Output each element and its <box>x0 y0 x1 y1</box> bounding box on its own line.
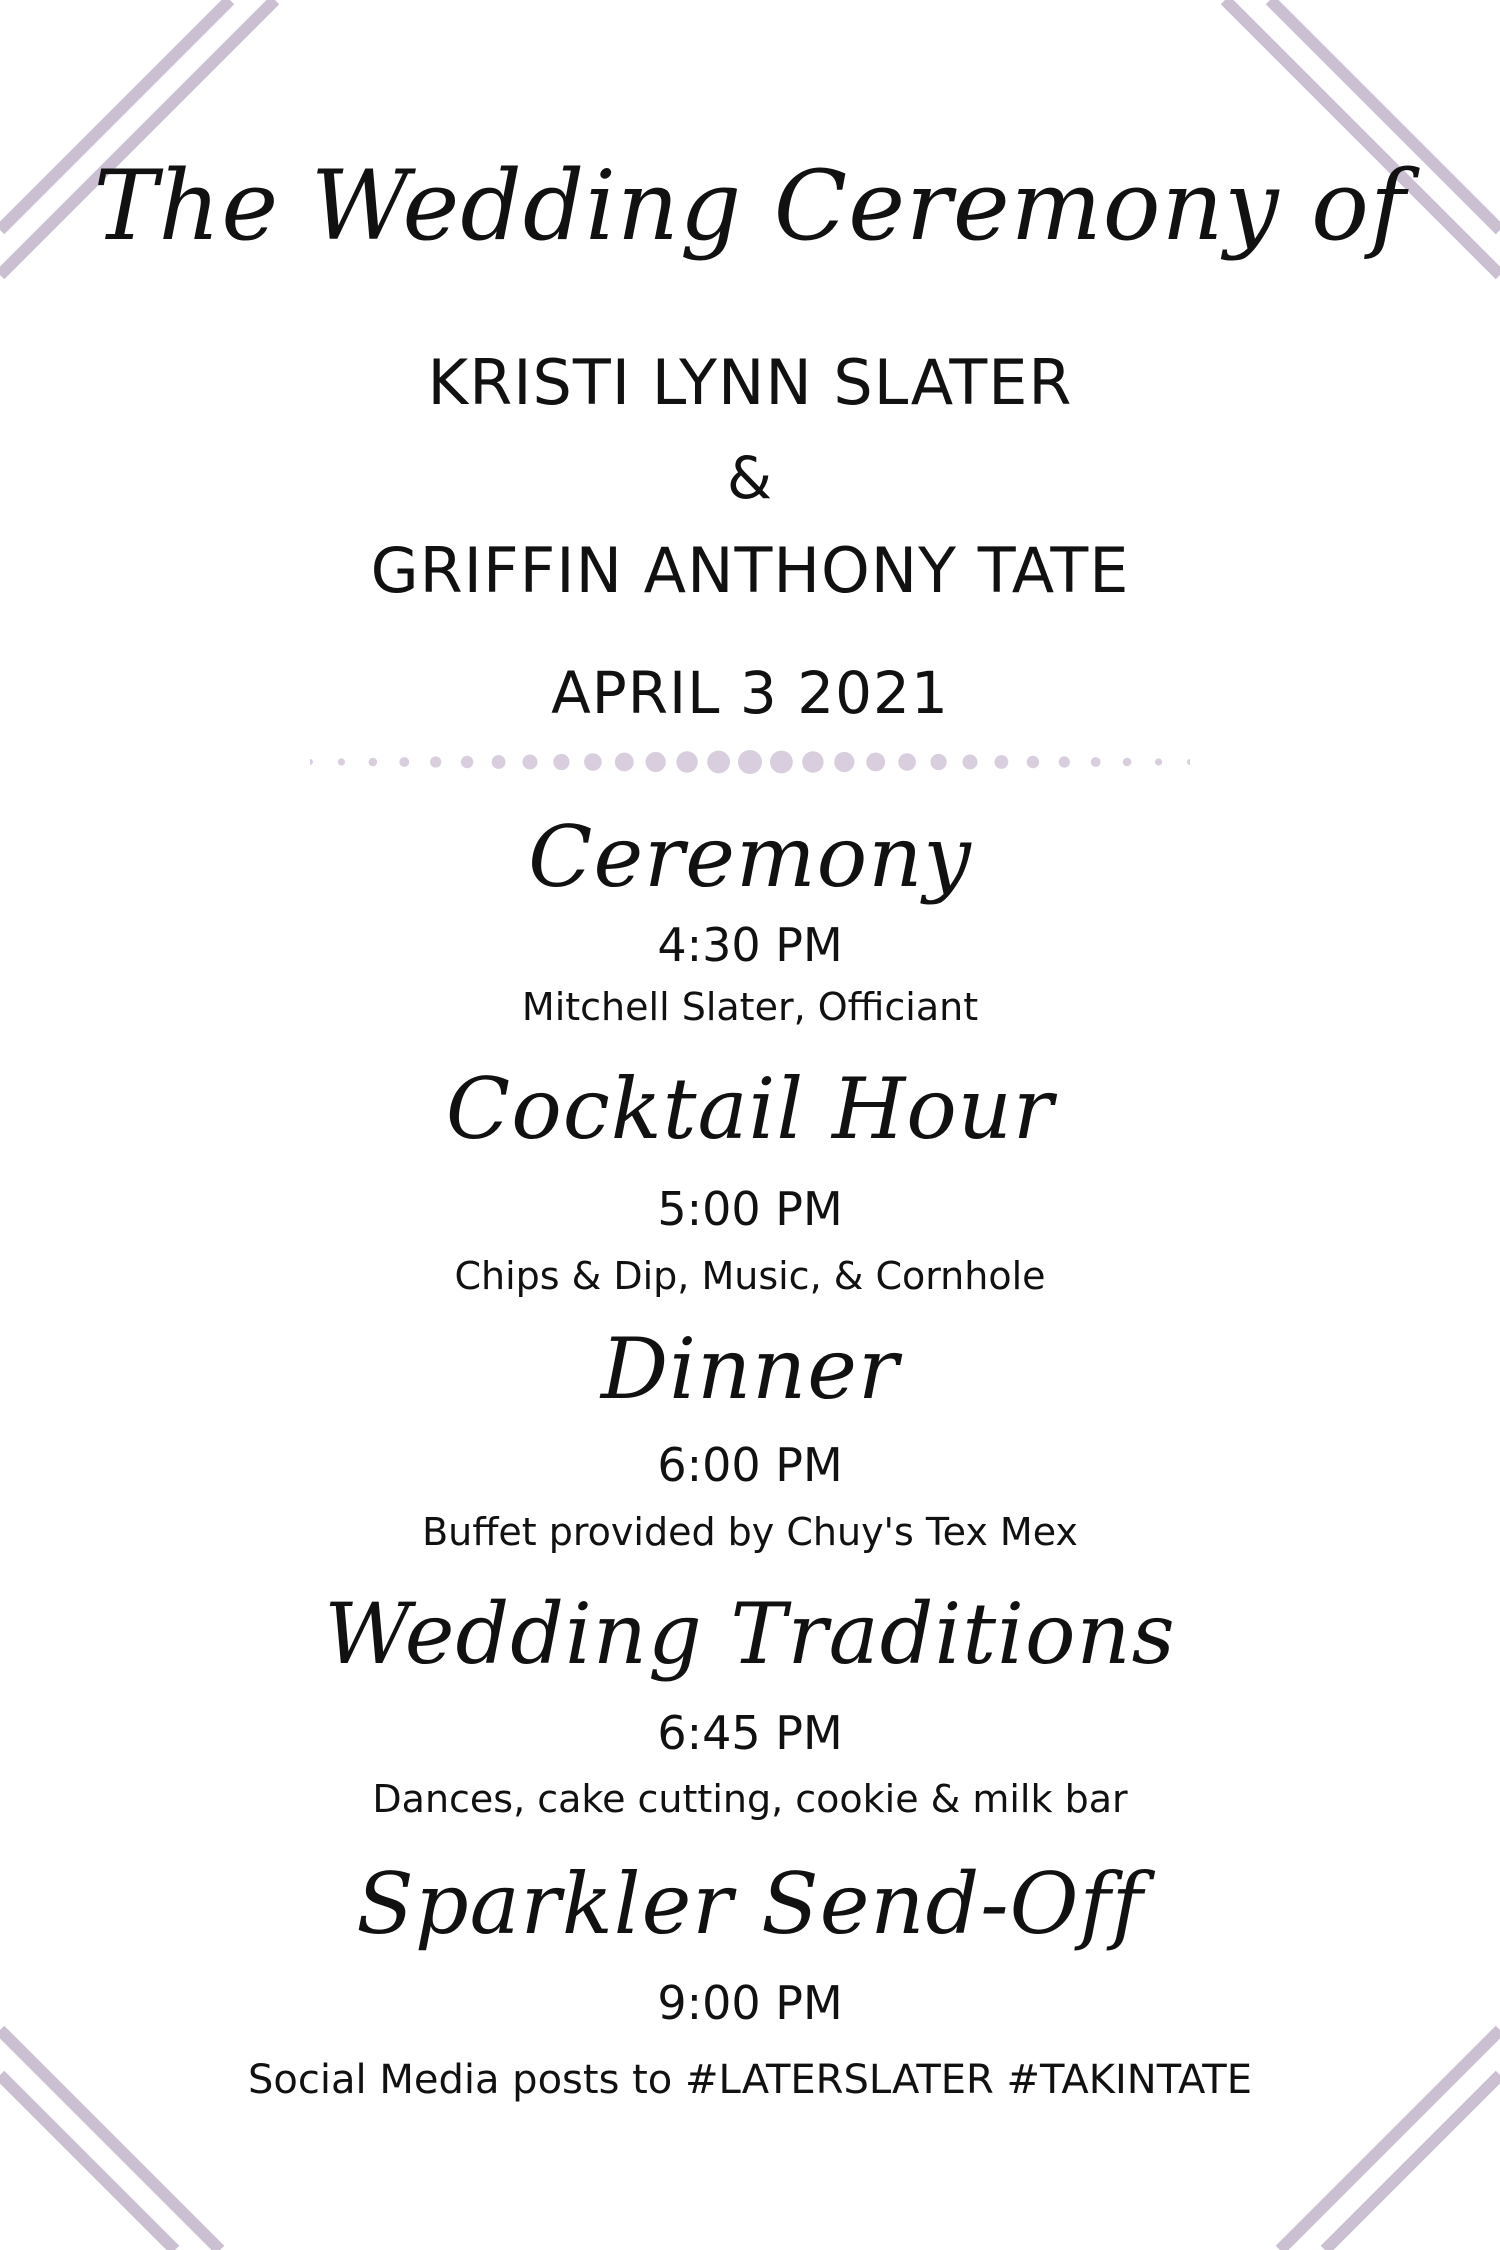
schedule-detail-ceremony: Mitchell Slater, Officiant <box>521 985 979 1029</box>
schedule-title-dinner: Dinner <box>600 1320 900 1418</box>
social-media-footer: Social Media posts to #LATERSLATER #TAKINTATE <box>248 2057 1252 2103</box>
divider-dot <box>1059 756 1070 767</box>
ampersand: & <box>726 444 774 512</box>
divider-dot <box>646 752 666 772</box>
schedule-detail-cocktail-hour: Chips & Dip, Music, & Cornhole <box>454 1254 1046 1298</box>
divider-dot <box>770 751 793 774</box>
divider-dot <box>676 751 697 772</box>
divider-dot <box>963 755 978 770</box>
divider-dot <box>1091 757 1101 767</box>
divider-dot <box>399 757 409 767</box>
schedule-detail-wedding-traditions: Dances, cake cutting, cookie & milk bar <box>372 1777 1128 1821</box>
schedule-time-dinner: 6:00 PM <box>657 1438 843 1492</box>
ceremony-heading: The Wedding Ceremony of <box>93 150 1407 262</box>
divider-dot <box>866 753 885 772</box>
wedding-date: APRIL 3 2021 <box>551 659 949 727</box>
divider-dot <box>707 751 730 774</box>
schedule-title-cocktail-hour: Cocktail Hour <box>445 1060 1055 1158</box>
divider-dot <box>461 756 473 768</box>
divider-dot <box>738 750 762 774</box>
divider-dot <box>898 753 916 771</box>
schedule-title-ceremony: Ceremony <box>528 808 972 906</box>
divider-dot <box>834 752 854 772</box>
divider-dot <box>615 753 634 772</box>
divider-dot <box>1027 756 1039 768</box>
groom-name: GRIFFIN ANTHONY TATE <box>370 534 1130 607</box>
divider-dot <box>430 756 441 767</box>
bride-name: KRISTI LYNN SLATER <box>427 346 1073 419</box>
divider-dot <box>369 758 378 767</box>
divider-dot <box>1155 758 1162 765</box>
schedule-time-sparkler-send-off: 9:00 PM <box>657 1976 843 2030</box>
divider-dot <box>523 755 538 770</box>
dotted-divider <box>310 742 1190 782</box>
divider-dot <box>995 755 1009 769</box>
schedule-time-wedding-traditions: 6:45 PM <box>657 1706 843 1760</box>
schedule-time-cocktail-hour: 5:00 PM <box>657 1182 843 1236</box>
schedule-detail-dinner: Buffet provided by Chuy's Tex Mex <box>422 1510 1078 1554</box>
divider-dot <box>584 753 602 771</box>
divider-dot <box>802 751 823 772</box>
divider-dot <box>338 758 345 765</box>
divider-dot <box>931 754 947 770</box>
divider-dot <box>1187 759 1190 765</box>
divider-dot <box>492 755 506 769</box>
schedule-title-wedding-traditions: Wedding Traditions <box>324 1585 1176 1683</box>
divider-dot <box>553 754 569 770</box>
divider-dot <box>310 759 313 765</box>
schedule-time-ceremony: 4:30 PM <box>657 918 843 972</box>
schedule-title-sparkler-send-off: Sparkler Send-Off <box>356 1855 1144 1953</box>
divider-dot <box>1123 758 1132 767</box>
